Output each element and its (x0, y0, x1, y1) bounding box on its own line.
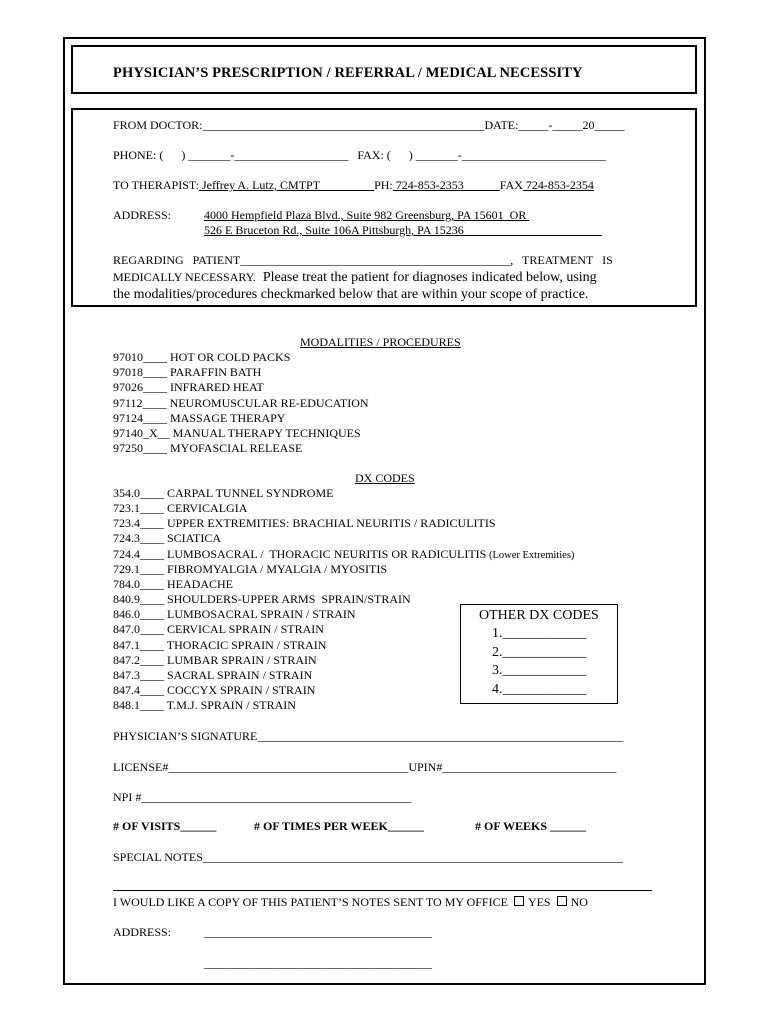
dx-codes-heading: DX CODES (355, 471, 415, 485)
modality-row[interactable] (113, 441, 302, 455)
office-address-line-1[interactable]: ______________________________________ (204, 925, 432, 939)
therapist-name: Jeffrey A. Lutz, CMTPT_________ (198, 178, 375, 192)
physician-signature-field[interactable]: PHYSICIAN’S SIGNATURE_____________________________________________________________ (113, 729, 624, 743)
no-checkbox[interactable] (557, 896, 567, 906)
times-per-week-label: # OF TIMES PER WEEK (254, 819, 388, 833)
weeks-label: # OF WEEKS (475, 819, 548, 833)
dx-code-row[interactable] (113, 592, 411, 606)
modality-code[interactable]: 97124____ (113, 410, 167, 425)
other-dx-title: OTHER DX CODES (479, 608, 599, 623)
other-dx-entry[interactable]: 3.____________ (492, 663, 587, 678)
dx-label: UPPER EXTREMITIES: BRACHIAL NEURITIS / RADICULITIS (164, 516, 496, 531)
dx-code-row[interactable] (113, 638, 326, 652)
dx-code[interactable]: 724.3____ (113, 531, 164, 546)
dx-code-row[interactable] (113, 577, 233, 591)
other-dx-entry[interactable]: 4.____________ (492, 681, 587, 697)
dx-code[interactable]: 847.2____ (113, 652, 164, 667)
modality-code[interactable]: 97112____ (113, 395, 167, 410)
necessity-label: MEDICALLY NECESSARY. (113, 270, 256, 284)
modality-label: PARAFFIN BATH (167, 365, 262, 380)
modality-row[interactable] (113, 380, 264, 394)
npi-field[interactable]: NPI #_____________________________________________ (113, 790, 412, 804)
modality-code[interactable]: 97250____ (113, 441, 167, 456)
special-notes-line[interactable] (113, 890, 652, 891)
weeks-field[interactable] (475, 819, 586, 833)
dx-label: FIBROMYALGIA / MYALGIA / MYOSITIS (164, 561, 388, 576)
dx-code-row[interactable] (113, 622, 324, 636)
modality-label: HOT OR COLD PACKS (167, 350, 291, 364)
modality-code[interactable]: 97018____ (113, 365, 167, 380)
address-line-2: 526 E Bruceton Rd., Suite 106A Pittsburgh, PA 15236_______________________ (204, 223, 602, 237)
dx-code-row[interactable] (113, 562, 387, 576)
dx-code[interactable]: 724.4____ (113, 546, 164, 561)
other-dx-entry[interactable]: 1.____________ (492, 626, 587, 641)
other-dx-entry[interactable]: 2.____________ (492, 644, 587, 660)
visits-label: # OF VISITS (113, 819, 181, 833)
dx-code[interactable]: 847.0____ (113, 622, 164, 637)
modality-label: MANUAL THERAPY TECHNIQUES (169, 426, 361, 440)
therapist-ph-label: PH: (374, 178, 393, 192)
necessity-line-2: the modalities/procedures checkmarked below that are within your scope of practice. (113, 287, 589, 302)
copy-request-row (113, 895, 588, 909)
dx-code-row[interactable] (113, 653, 317, 667)
dx-code[interactable]: 846.0____ (113, 607, 164, 622)
no-label: NO (570, 895, 588, 909)
dx-note: (Lower Extremities) (486, 549, 575, 561)
therapist-fax: 724-853-2354 (522, 178, 594, 192)
dx-label: HEADACHE (164, 576, 233, 591)
modality-label: MASSAGE THERAPY (167, 410, 286, 425)
dx-code-row[interactable] (113, 531, 221, 545)
times-per-week-blank[interactable]: ______ (387, 819, 424, 833)
dx-code[interactable]: 848.1____ (113, 698, 164, 713)
therapist-label: TO THERAPIST: (113, 178, 199, 192)
therapist-phone: 724-853-2353______ (392, 178, 500, 192)
visits-blank[interactable]: ______ (180, 819, 217, 833)
modality-row[interactable] (113, 396, 369, 410)
dx-label: LUMBOSACRAL SPRAIN / STRAIN (164, 607, 356, 622)
modalities-heading: MODALITIES / PROCEDURES (300, 335, 461, 349)
weeks-blank[interactable]: ______ (547, 819, 587, 833)
modality-code[interactable]: 97026____ (113, 380, 167, 395)
dx-label: SCIATICA (164, 531, 222, 546)
yes-label: YES (527, 895, 551, 909)
dx-label: SHOULDERS-UPPER ARMS SPRAIN/STRAIN (164, 592, 411, 607)
dx-code-row[interactable] (113, 501, 247, 515)
dx-code-row[interactable] (113, 683, 315, 697)
dx-code-row[interactable] (113, 547, 574, 563)
modality-row[interactable] (113, 426, 361, 440)
dx-code[interactable]: 840.9____ (113, 592, 164, 607)
address-label: ADDRESS: (113, 208, 172, 222)
modality-row[interactable] (113, 350, 290, 364)
modality-label: INFRARED HEAT (167, 380, 264, 395)
dx-code[interactable]: 729.1____ (113, 561, 164, 576)
license-upin-field[interactable]: LICENSE#________________________________________UPIN#_____________________________ (113, 760, 617, 774)
dx-code-row[interactable] (113, 516, 496, 530)
modality-label: MYOFASCIAL RELEASE (167, 441, 303, 456)
regarding-patient-field[interactable]: REGARDING PATIENT_____________________________________________, TREATMENT IS (113, 253, 613, 267)
dx-code[interactable]: 847.3____ (113, 667, 164, 682)
modality-code[interactable]: 97140_X__ (113, 426, 170, 440)
dx-code[interactable]: 354.0____ (113, 486, 164, 500)
from-doctor-field[interactable]: FROM DOCTOR:_______________________________________________DATE:_____-_____20_____ (113, 118, 625, 132)
visits-field[interactable] (113, 819, 216, 833)
dx-code[interactable]: 784.0____ (113, 576, 164, 591)
dx-label: CARPAL TUNNEL SYNDROME (164, 486, 334, 500)
dx-code[interactable]: 847.1____ (113, 637, 164, 652)
dx-code-row[interactable] (113, 668, 312, 682)
phone-fax-field[interactable]: PHONE: ( ) _______-___________________ FAX: ( ) _______-________________________ (113, 148, 606, 162)
modality-row[interactable] (113, 411, 285, 425)
form-title: PHYSICIAN’S PRESCRIPTION / REFERRAL / MEDICAL NECESSITY (113, 65, 583, 81)
address-line-1: 4000 Hempfield Plaza Blvd., Suite 982 Greensburg, PA 15601 OR (204, 208, 530, 222)
modality-label: NEUROMUSCULAR RE-EDUCATION (166, 395, 369, 410)
dx-code-row[interactable] (113, 607, 356, 621)
dx-label: T.M.J. SPRAIN / STRAIN (164, 698, 296, 713)
office-address-line-2[interactable]: ______________________________________ (204, 956, 432, 970)
dx-label: CERVICAL SPRAIN / STRAIN (164, 622, 324, 637)
dx-code[interactable]: 723.1____ (113, 501, 164, 516)
dx-code-row[interactable] (113, 698, 296, 712)
dx-label: CERVICALGIA (164, 501, 248, 516)
dx-label: COCCYX SPRAIN / STRAIN (164, 682, 316, 697)
modality-code[interactable]: 97010____ (113, 350, 167, 364)
office-address-label: ADDRESS: (113, 925, 172, 939)
modality-row[interactable] (113, 365, 261, 379)
necessity-line-1 (113, 270, 597, 285)
special-notes-field[interactable]: SPECIAL NOTES______________________________________________________________________ (113, 850, 623, 864)
dx-label: LUMBOSACRAL / THORACIC NEURITIS OR RADICULITIS (164, 546, 487, 561)
dx-label: LUMBAR SPRAIN / STRAIN (164, 652, 317, 667)
therapist-fax-label: FAX (499, 178, 523, 192)
copy-request-text: I WOULD LIKE A COPY OF THIS PATIENT’S NOTES SENT TO MY OFFICE (113, 895, 508, 909)
necessity-text: Please treat the patient for diagnoses indicated below, using (255, 270, 597, 285)
yes-checkbox[interactable] (514, 896, 524, 906)
dx-label: SACRAL SPRAIN / STRAIN (164, 667, 313, 682)
dx-code-row[interactable] (113, 486, 333, 500)
dx-code[interactable]: 723.4____ (113, 516, 164, 531)
dx-code[interactable]: 847.4____ (113, 682, 164, 697)
times-per-week-field[interactable] (254, 819, 424, 833)
therapist-row (113, 178, 594, 192)
dx-label: THORACIC SPRAIN / STRAIN (164, 637, 327, 652)
